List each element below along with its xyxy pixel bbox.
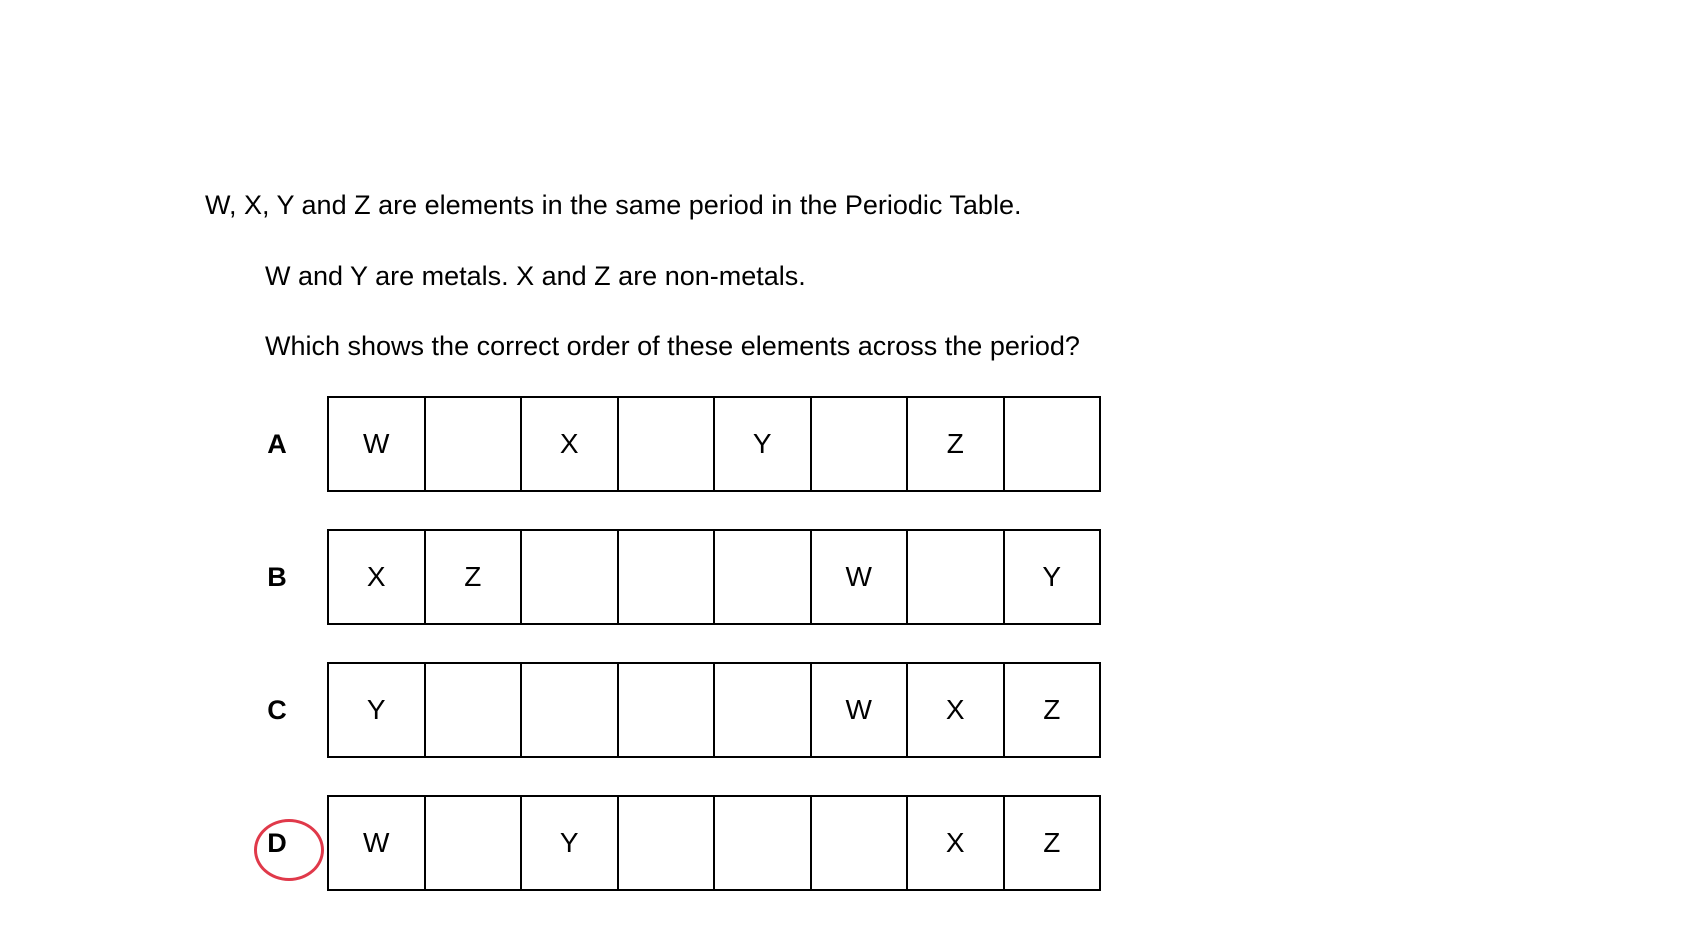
grid-cell [715,797,812,889]
grid-cell [1005,398,1100,490]
grid-cell: X [329,531,426,623]
option-a[interactable] [0,396,1700,492]
option-label: D [267,828,287,858]
option-label: C [267,695,287,725]
grid-cell: Y [522,797,619,889]
period-grid [327,396,1101,492]
grid-cell [619,531,716,623]
grid-cell: Z [908,398,1005,490]
grid-cell [619,664,716,756]
grid-cell [812,797,909,889]
grid-cell [619,797,716,889]
period-grid [327,795,1101,891]
grid-cell [715,531,812,623]
option-label: A [267,429,287,459]
grid-cell: W [329,398,426,490]
grid-cell [522,664,619,756]
question-prompt: Which shows the correct order of these elements across the period? [265,331,1080,361]
grid-cell: W [812,664,909,756]
grid-cell: X [522,398,619,490]
grid-cell [715,664,812,756]
period-grid [327,662,1101,758]
grid-cell: Y [1042,561,1062,592]
grid-cell: Z [1043,694,1061,725]
option-c[interactable] [0,662,1700,758]
grid-cell [522,531,619,623]
grid-cell [426,797,523,889]
grid-cell: Y [329,664,426,756]
grid-cell: Y [715,398,812,490]
grid-cell [619,398,716,490]
grid-cell: X [908,664,1005,756]
grid-cell: Z [426,531,523,623]
grid-cell [426,398,523,490]
grid-cell: W [329,797,426,889]
grid-cell [426,664,523,756]
option-d[interactable] [0,795,1700,891]
question-facts: W and Y are metals. X and Z are non-metals. [265,261,806,291]
grid-cell: Z [1043,827,1061,858]
grid-cell: X [908,797,1005,889]
option-b[interactable] [0,529,1700,625]
question-intro: W, X, Y and Z are elements in the same period in the Periodic Table. [205,190,1022,220]
grid-cell [812,398,909,490]
period-grid [327,529,1101,625]
grid-cell: W [812,531,909,623]
grid-cell [908,531,1005,623]
option-label: B [267,562,287,592]
